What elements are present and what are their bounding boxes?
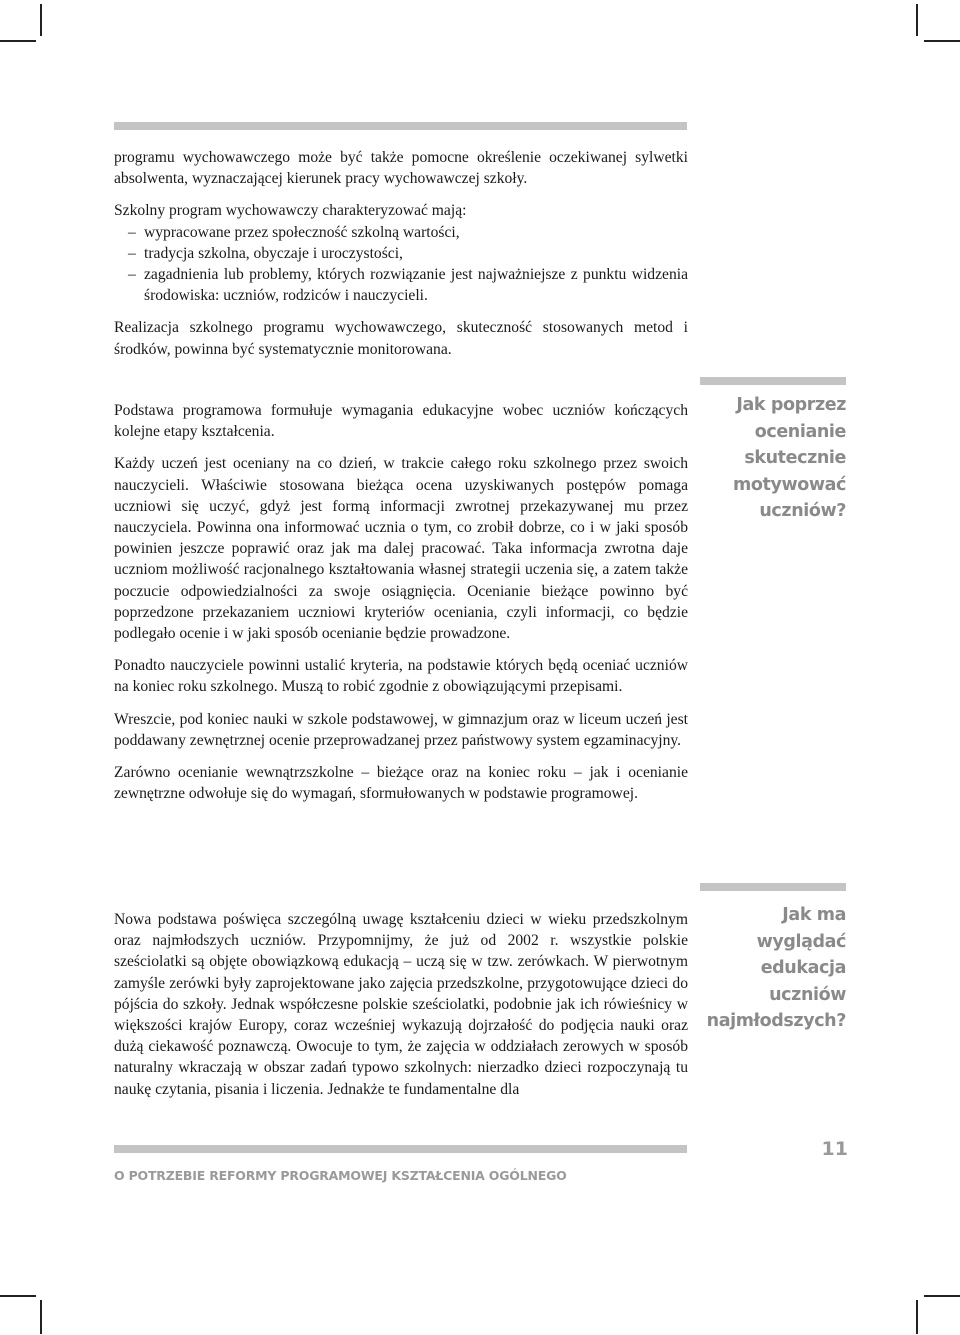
crop-mark-bottom-right xyxy=(916,1300,918,1334)
crop-mark-bottom-left-horizontal xyxy=(0,1295,36,1297)
section-edukacja xyxy=(114,909,688,1111)
dash-bullet: – xyxy=(128,244,136,262)
header-rule xyxy=(114,122,687,130)
paragraph: Podstawa programowa formułuje wymagania edukacyjne wobec uczniów kończących kolejne etapy kształcenia. xyxy=(114,402,688,441)
side-heading-ocenianie: Jak poprzez ocenianie skutecznie motywować uczniów? xyxy=(733,395,846,521)
section-ocenianie xyxy=(114,400,688,815)
side-heading-rule xyxy=(700,883,846,891)
list-item-text: tradycja szkolna, obyczaje i uroczystości, xyxy=(144,244,403,262)
paragraph: programu wychowawczego może być także pomocne określenie oczekiwanej sylwetki absolwenta, wyznaczającej kierunek pracy wychowawczej szkoły. xyxy=(114,149,688,188)
paragraph: Ponadto nauczyciele powinni ustalić kryteria, na podstawie których będą oceniać uczniów na koniec roku szkolnego. Muszą to robić zgodnie z obowiązującymi przepisami. xyxy=(114,657,688,696)
list-item xyxy=(114,264,688,306)
side-heading-rule xyxy=(700,377,846,385)
crop-mark-bottom-left xyxy=(40,1300,42,1334)
list-intro: Szkolny program wychowawczy charakteryzować mają: xyxy=(114,202,467,220)
running-footer-title: O POTRZEBIE REFORMY PROGRAMOWEJ KSZTAŁCENIA OGÓLNEGO xyxy=(114,1168,567,1183)
crop-mark-top-left xyxy=(40,4,42,36)
paragraph: Wreszcie, pod koniec nauki w szkole podstawowej, w gimnazjum oraz w liceum uczeń jest poddawany zewnętrznej ocenie przeprowadzanej przez państwowy system egzaminacyjny. xyxy=(114,710,688,749)
section-wychowawczy xyxy=(114,147,688,371)
dash-bullet: – xyxy=(128,266,136,284)
list-item-text: wypracowane przez społeczność szkolną wartości, xyxy=(144,223,460,241)
list-item-text: zagadnienia lub problemy, których rozwiązanie jest najważniejsze z punktu widzenia środowiska: uczniów, rodziców i nauczycieli. xyxy=(144,266,688,305)
crop-mark-top-right xyxy=(916,4,918,36)
list-item xyxy=(114,243,688,264)
crop-mark-top-left-horizontal xyxy=(0,40,36,42)
list-item xyxy=(114,222,688,243)
dash-bullet: – xyxy=(128,223,136,241)
paragraph: Zarówno ocenianie wewnątrzszkolne – bieżące oraz na koniec roku – jak i ocenianie zewnętrzne odwołuje się do wymagań, sformułowanych w podstawie programowej. xyxy=(114,764,688,803)
side-heading-edukacja: Jak ma wyglądać edukacja uczniów najmłodszych? xyxy=(706,905,846,1031)
crop-mark-bottom-right-horizontal xyxy=(924,1295,960,1297)
crop-mark-top-right-horizontal xyxy=(924,40,960,42)
paragraph: Nowa podstawa poświęca szczególną uwagę kształceniu dzieci w wieku przedszkolnym oraz najmłodszych uczniów. Przypomnijmy, że już od 2002 r. wszystkie polskie sześciolatki są objęte obowiązkową edukacją – uczą się w tzw. zerówkach. W pierwotnym zamyśle zerówki były zaprojektowane jako zajęcia przedszkolne, przygotowujące dzieci do pójścia do szkoły. Jednak współczesne polskie sześciolatki, podobnie jak ich rówieśnicy w większości krajów Europy, coraz wcześniej wykazują dojrzałość do podjęcia nauki oraz dużą ciekawość poznawczą. Owocuje to tym, że zajęcia w oddziałach zerowych w sposób naturalny wkraczają w obszar zadań typowo szkolnych: nierzadko dzieci rozpoczynają tu naukę czytania, pisania i liczenia. Jednakże te fundamentalne dla xyxy=(114,911,688,1098)
page-number: 11 xyxy=(821,1138,848,1160)
footer-rule xyxy=(114,1145,687,1153)
paragraph: Realizacja szkolnego programu wychowawczego, skuteczność stosowanych metod i środków, powinna być systematycznie monitorowana. xyxy=(114,319,688,358)
paragraph: Każdy uczeń jest oceniany na co dzień, w trakcie całego roku szkolnego przez swoich nauczycieli. Właściwie stosowana bieżąca ocena uzyskiwanych postępów pomaga uczniowi się uczyć, gdyż jest formą informacji zwrotnej przekazywanej mu przez nauczyciela. Powinna ona informować ucznia o tym, co zrobił dobrze, co i w jaki sposób powinien jeszcze poprawić oraz jak ma dalej pracować. Taka informacja zwrotna daje uczniom możliwość racjonalnego kształtowania własnej strategii uczenia się, a zatem także poczucie odpowiedzialności za swoje osiągnięcia. Ocenianie bieżące powinno być poprzedzone przekazaniem uczniowi kryteriów oceniania, czyli informacji, co będzie podlegało ocenie i w jaki sposób ocenianie będzie prowadzone. xyxy=(114,455,688,643)
bullet-list xyxy=(114,222,688,307)
